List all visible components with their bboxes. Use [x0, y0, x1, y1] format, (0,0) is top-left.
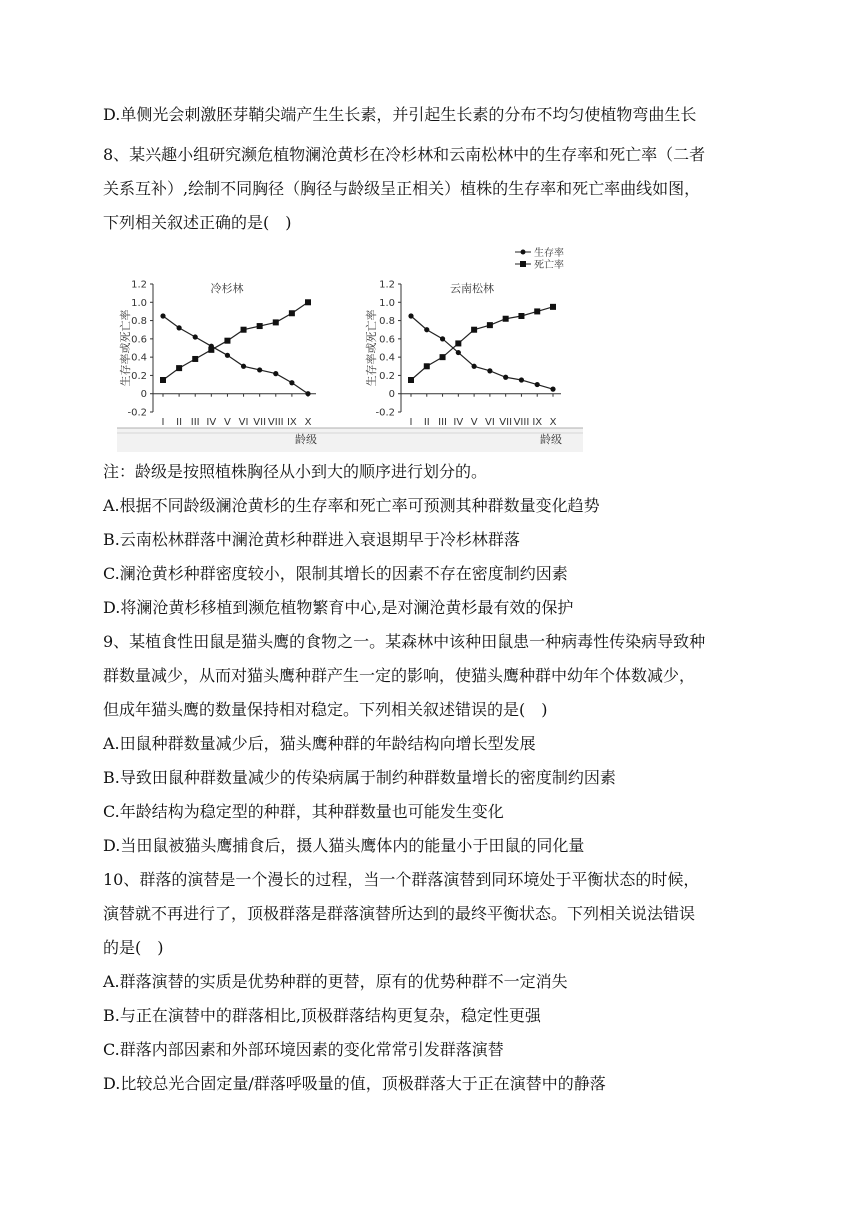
- y-tick-label: 1.2: [131, 279, 147, 291]
- data-point-survival: [487, 368, 492, 373]
- chart-title: 冷杉林: [210, 282, 244, 295]
- legend-label-death: 死亡率: [534, 260, 564, 271]
- figure-bottom-band: [117, 428, 583, 452]
- y-tick-label: 0.6: [131, 334, 147, 346]
- x-tick-label: II: [176, 417, 183, 428]
- data-point-survival: [535, 382, 540, 387]
- y-tick-label: 0.4: [131, 352, 147, 364]
- chart-title: 云南松林: [450, 282, 494, 295]
- y-tick-label: 0.8: [131, 316, 147, 328]
- x-tick-label: VII: [253, 417, 267, 428]
- data-point-death: [257, 323, 263, 329]
- x-tick-label: VII: [499, 417, 513, 428]
- data-point-survival: [408, 313, 413, 318]
- y-tick-label: 0.6: [379, 334, 395, 346]
- question-8-line-3: 下列相关叙述正确的是( ): [103, 213, 292, 232]
- option-d-q7: D.单侧光会刺激胚芽鞘尖端产生生长素，并引起生长素的分布不均匀使植物弯曲生长: [103, 105, 697, 124]
- data-point-survival: [225, 353, 230, 358]
- x-tick-label: IX: [286, 417, 297, 428]
- option-d-q9: D.当田鼠被猫头鹰捕食后，摄人猫头鹰体内的能量小于田鼠的同化量: [103, 836, 585, 855]
- data-point-survival: [424, 327, 429, 332]
- question-9-line-3: 但成年猫头鹰的数量保持相对稳定。下列相关叙述错误的是( ): [103, 700, 548, 719]
- data-point-death: [176, 365, 182, 371]
- option-b-q8: B.云南松林群落中澜沧黄杉种群进入衰退期早于冷杉林群落: [103, 530, 520, 549]
- x-tick-label: V: [470, 417, 478, 428]
- data-point-survival: [289, 380, 294, 385]
- chart-svg: [117, 240, 583, 452]
- option-c-q10: C.群落内部因素和外部环境因素的变化常常引发群落演替: [103, 1040, 504, 1059]
- x-tick-label: I: [409, 417, 413, 428]
- data-point-death: [471, 327, 477, 333]
- data-point-death: [487, 322, 493, 328]
- legend-marker-survival: [521, 250, 526, 255]
- y-axis-label: 生存率或死亡率: [365, 309, 378, 387]
- y-tick-label: 0.2: [379, 370, 395, 382]
- survival-death-rate-figure: [117, 240, 583, 452]
- y-tick-label: 0.8: [379, 316, 395, 328]
- question-8-line-2: 关系互补）,绘制不同胸径（胸径与龄级呈正相关）植株的生存率和死亡率曲线如图，: [103, 179, 701, 198]
- data-point-survival: [273, 371, 278, 376]
- y-tick-label: 1.2: [379, 279, 395, 291]
- x-tick-label: IV: [453, 417, 464, 428]
- data-point-death: [160, 377, 166, 383]
- data-point-death: [273, 319, 279, 325]
- data-point-survival: [257, 367, 262, 372]
- question-10-line-3: 的是( ): [103, 938, 164, 957]
- option-b-q9: B.导致田鼠种群数量减少的传染病属于制约种群数量增长的密度制约因素: [103, 768, 616, 787]
- x-tick-label: VI: [484, 417, 495, 428]
- data-point-death: [440, 354, 446, 360]
- question-8-line-1: 8、某兴趣小组研究濒危植物澜沧黄杉在冷杉林和云南松林中的生存率和死亡率（二者: [103, 145, 706, 164]
- data-point-death: [455, 340, 461, 346]
- option-a-q10: A.群落演替的实质是优势种群的更替，原有的优势种群不一定消失: [103, 972, 568, 991]
- data-point-death: [534, 308, 540, 314]
- y-tick-label: 1.0: [379, 297, 395, 309]
- y-tick-label: 0.2: [131, 370, 147, 382]
- x-tick-label: III: [190, 417, 200, 428]
- y-tick-label: -0.2: [127, 407, 147, 419]
- option-d-q10: D.比较总光合固定量/群落呼吸量的值，顶极群落大于正在演替中的静落: [103, 1074, 606, 1093]
- data-point-survival: [193, 334, 198, 339]
- data-point-death: [503, 316, 509, 322]
- figure-note: 注：龄级是按照植株胸径从小到大的顺序进行划分的。: [103, 462, 488, 481]
- data-point-death: [192, 356, 198, 362]
- x-tick-label: IV: [206, 417, 217, 428]
- data-point-death: [518, 313, 524, 319]
- data-point-survival: [440, 336, 445, 341]
- question-9-line-1: 9、某植食性田鼠是猫头鹰的食物之一。某森林中该种田鼠患一种病毒性传染病导致种: [103, 632, 706, 651]
- option-c-q9: C.年龄结构为稳定型的种群，其种群数量也可能发生变化: [103, 802, 504, 821]
- question-10-line-2: 演替就不再进行了，顶极群落是群落演替所达到的最终平衡状态。下列相关说法错误: [103, 904, 696, 923]
- legend-marker-death: [520, 261, 526, 267]
- data-point-survival: [550, 387, 555, 392]
- y-tick-label: 0: [140, 389, 147, 401]
- legend-label-survival: 生存率: [534, 248, 564, 259]
- x-tick-label: VI: [238, 417, 249, 428]
- x-tick-label: V: [224, 417, 231, 428]
- data-point-survival: [503, 375, 508, 380]
- data-point-death: [224, 338, 230, 344]
- option-c-q8: C.澜沧黄杉种群密度较小，限制其增长的因素不存在密度制约因素: [103, 564, 568, 583]
- x-tick-label: X: [549, 417, 557, 428]
- data-point-death: [305, 299, 311, 305]
- data-point-survival: [177, 325, 182, 330]
- y-tick-label: 0.4: [379, 352, 395, 364]
- x-tick-label: VIII: [267, 417, 284, 428]
- question-9-line-2: 群数量减少，从而对猫头鹰种群产生一定的影响，使猫头鹰种群中幼年个体数减少，: [103, 666, 696, 685]
- y-tick-label: -0.2: [375, 407, 395, 419]
- option-d-q8: D.将澜沧黄杉移植到濒危植物繁育中心,是对澜沧黄杉最有效的保护: [103, 598, 574, 617]
- x-tick-label: I: [161, 417, 165, 428]
- data-point-survival: [241, 364, 246, 369]
- y-tick-label: 0: [388, 389, 395, 401]
- x-axis-label: 龄级: [540, 433, 562, 446]
- x-tick-label: X: [304, 417, 312, 428]
- data-point-survival: [160, 313, 165, 318]
- y-axis-label: 生存率或死亡率: [119, 309, 132, 387]
- x-tick-label: VIII: [513, 417, 530, 428]
- option-b-q10: B.与正在演替中的群落相比,顶极群落结构更复杂，稳定性更强: [103, 1006, 541, 1025]
- x-tick-label: IX: [532, 417, 543, 428]
- question-10-line-1: 10、群落的演替是一个漫长的过程，当一个群落演替到同环境处于平衡状态的时候，: [103, 870, 700, 889]
- data-point-death: [289, 310, 295, 316]
- x-tick-label: III: [438, 417, 447, 428]
- series-line: [163, 302, 308, 380]
- x-tick-label: II: [423, 417, 430, 428]
- option-a-q8: A.根据不同龄级澜沧黄杉的生存率和死亡率可预测其种群数量变化趋势: [103, 496, 600, 515]
- option-a-q9: A.田鼠种群数量减少后，猫头鹰种群的年龄结构向增长型发展: [103, 734, 536, 753]
- data-point-death: [424, 363, 430, 369]
- data-point-death: [208, 347, 214, 353]
- data-point-death: [550, 304, 556, 310]
- data-point-survival: [456, 350, 461, 355]
- x-axis-label: 龄级: [295, 433, 317, 446]
- data-point-death: [408, 377, 414, 383]
- data-point-survival: [519, 377, 524, 382]
- data-point-survival: [305, 391, 310, 396]
- data-point-death: [241, 327, 247, 333]
- series-line: [163, 316, 308, 394]
- data-point-survival: [472, 364, 477, 369]
- y-tick-label: 1.0: [131, 297, 147, 309]
